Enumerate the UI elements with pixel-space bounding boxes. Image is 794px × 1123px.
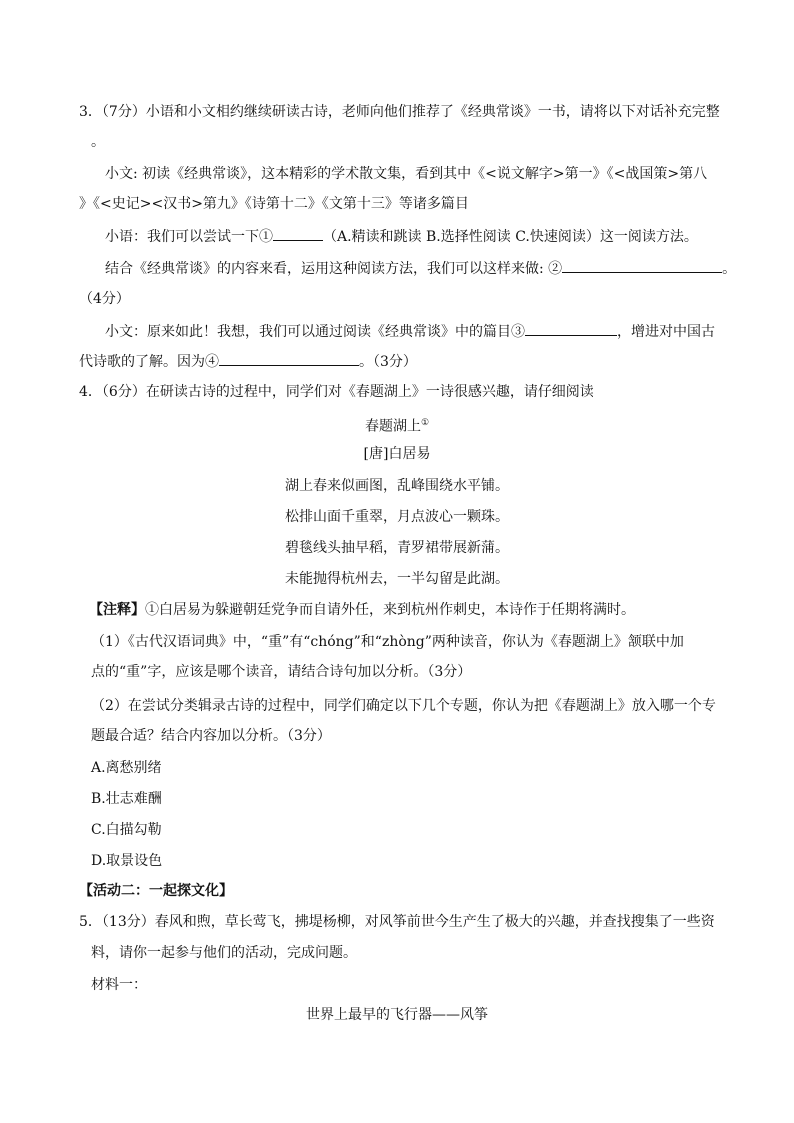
q3-wen2-line	[105, 321, 715, 342]
note-text: ①白居易为躲避朝廷党争而自请外任，来到杭州作刺史，本诗作于任期将满时。	[145, 602, 635, 618]
answer-blank-2[interactable]	[562, 258, 722, 273]
q3-wen3-line	[79, 351, 417, 372]
q3-wen-line2: 》《<史记><汉书>第九》《诗第十二》《文第十三》等诸多篇目	[79, 196, 469, 212]
material-title: 世界上最早的飞行器——风筝	[306, 1007, 488, 1023]
q3-combine-suffix: 。	[722, 261, 737, 277]
q3-yu-line	[105, 226, 698, 247]
q4-heading: 4．（6分）在研读古诗的过程中，同学们对《春题湖上》一诗很感兴趣，请仔细阅读	[79, 384, 594, 400]
answer-blank-3[interactable]	[525, 321, 617, 336]
q5-heading-line2: 料，请你一起参与他们的活动，完成问题。	[91, 945, 357, 961]
q4-sub1-line2: 点的“重”字，应该是哪个读音，请结合诗句加以分析。（3分）	[91, 664, 472, 680]
poem-line: 未能抛得杭州去，一半勾留是此湖。	[285, 571, 509, 587]
poem-note-mark: ①	[420, 418, 430, 428]
poem-author: [唐]白居易	[363, 446, 431, 462]
option-c: C.白描勾勒	[91, 822, 162, 838]
q4-sub2-line2: 题最合适？结合内容加以分析。（3分）	[91, 728, 331, 744]
q3-wen3-prefix: 代诗歌的了解。因为④	[79, 354, 219, 370]
q3-combine-prefix: 结合《经典常谈》的内容来看，运用这种阅读方法，我们可以这样来做: ②	[105, 261, 563, 277]
material-label: 材料一：	[91, 977, 147, 993]
q3-heading: 3．（7分）小语和小文相约继续研读古诗，老师向他们推荐了《经典常谈》一书，请将以下对话补充完整	[79, 104, 720, 120]
poem-line: 碧毯线头抽早稻，青罗裙带展新蒲。	[285, 540, 509, 556]
q4-sub1-line1: （1）《古代汉语词典》中，“重”有“chóng”和“zhòng”两种读音，你认为《春题湖上》颔联中加	[91, 634, 684, 650]
option-a: A.离愁别绪	[91, 760, 162, 776]
note-label: 【注释】	[89, 602, 145, 618]
option-b: B.壮志难酬	[91, 791, 162, 807]
poem-line: 松排山面千重翠，月点波心一颗珠。	[285, 509, 509, 525]
q3-wen2-prefix: 小文：原来如此！我想，我们可以通过阅读《经典常谈》中的篇目③	[105, 324, 525, 340]
poem-note	[89, 600, 635, 620]
option-d: D.取景设色	[91, 853, 163, 869]
poem-title-text: 春题湖上	[364, 418, 421, 435]
q3-yu-suffix: （A.精读和跳读 B.选择性阅读 C.快速阅读）这一阅读方法。	[323, 229, 698, 245]
answer-blank-1[interactable]	[273, 226, 323, 241]
activity-heading: 【活动二：一起探文化】	[79, 883, 233, 899]
q3-heading-tail: 。	[91, 134, 105, 150]
q3-combine-line	[105, 258, 736, 279]
poem-title	[0, 413, 794, 437]
q3-combine-score: （4分）	[79, 291, 130, 307]
q4-sub2-line1: （2）在尝试分类辑录古诗的过程中，同学们确定以下几个专题，你认为把《春题湖上》放入哪一个专	[91, 698, 716, 714]
q3-wen-line1: 小文: 初读《经典常谈》，这本精彩的学术散文集，看到其中《<说文解字>第一》《<战国策>第八	[105, 166, 708, 182]
q3-wen2-suffix: ，增进对中国古	[617, 324, 715, 340]
poem-line: 湖上春来似画图，乱峰围绕水平铺。	[285, 478, 509, 494]
q3-wen3-suffix: 。（3分）	[359, 354, 417, 370]
answer-blank-4[interactable]	[219, 351, 359, 366]
q5-heading-line1: 5．（13分）春风和煦，草长莺飞，拂堤杨柳，对风筝前世今生产生了极大的兴趣，并查找搜集了一些资	[79, 914, 715, 930]
q3-yu-prefix: 小语：我们可以尝试一下①	[105, 229, 273, 245]
